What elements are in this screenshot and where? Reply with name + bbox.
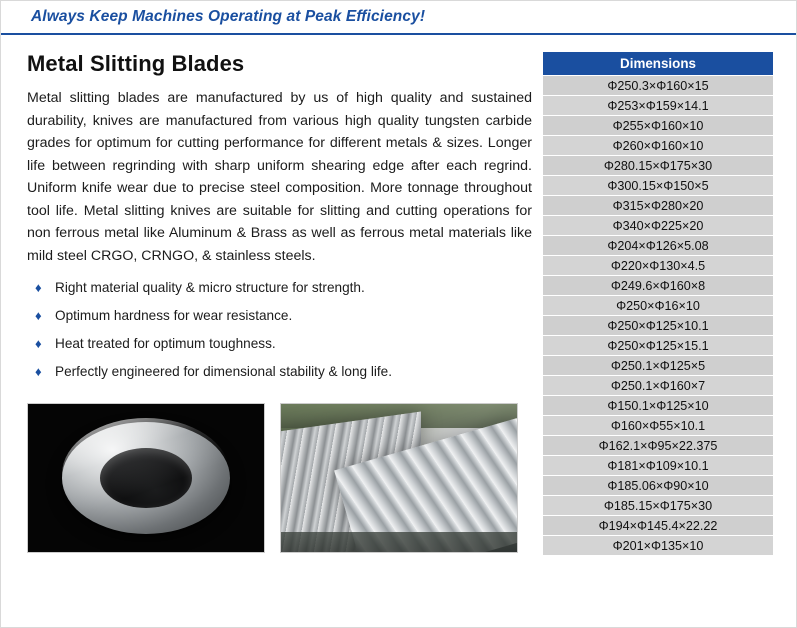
dimensions-table-body <box>543 76 774 556</box>
dimension-cell: Φ340×Φ225×20 <box>543 216 774 236</box>
dimension-cell: Φ185.06×Φ90×10 <box>543 476 774 496</box>
list-item <box>27 363 532 391</box>
feature-list <box>27 279 532 391</box>
table-row <box>543 496 774 516</box>
dimension-cell: Φ150.1×Φ125×10 <box>543 396 774 416</box>
diamond-bullet-icon: ♦ <box>35 280 42 295</box>
list-item-label: Perfectly engineered for dimensional stability & long life. <box>55 364 393 379</box>
dimension-cell: Φ315×Φ280×20 <box>543 196 774 216</box>
table-row <box>543 276 774 296</box>
list-item-label: Right material quality & micro structure for strength. <box>55 280 365 295</box>
table-row <box>543 396 774 416</box>
dimension-cell: Φ249.6×Φ160×8 <box>543 276 774 296</box>
column-header-dimensions: Dimensions <box>543 52 774 76</box>
dimension-cell: Φ194×Φ145.4×22.22 <box>543 516 774 536</box>
table-row <box>543 356 774 376</box>
product-image-gallery <box>27 403 532 553</box>
machine-base-frame <box>281 532 517 552</box>
table-row <box>543 336 774 356</box>
right-column <box>532 45 778 556</box>
list-item <box>27 279 532 307</box>
dimensions-table <box>542 51 774 556</box>
dimension-cell: Φ280.15×Φ175×30 <box>543 156 774 176</box>
dimension-cell: Φ260×Φ160×10 <box>543 136 774 156</box>
slitting-blade-ring-photo <box>27 403 265 553</box>
dimension-cell: Φ300.15×Φ150×5 <box>543 176 774 196</box>
table-row <box>543 96 774 116</box>
header-banner <box>1 1 796 35</box>
product-description: Metal slitting blades are manufactured by us of high quality and sustained durability, knives are manufactured from various high quality tungsten carbide grades for optimum for cutting performance for different metals & sizes. Longer life between regrinding with sharp uniform shearing edge after each regrind. Uniform knife wear due to precise steel composition. More tonnage throughout tool life. Metal slitting knives are suitable for slitting and cutting operations for non ferrous metal like Aluminum & Brass as well as ferrous metal materials like mild steel CRGO, CRNGO, & stainless steels. <box>27 90 532 264</box>
table-row <box>543 476 774 496</box>
dimension-cell: Φ250×Φ125×10.1 <box>543 316 774 336</box>
diamond-bullet-icon: ♦ <box>35 364 42 379</box>
table-row <box>543 516 774 536</box>
table-row <box>543 156 774 176</box>
dimension-cell: Φ250.1×Φ125×5 <box>543 356 774 376</box>
dimension-cell: Φ201×Φ135×10 <box>543 536 774 556</box>
dimension-cell: Φ250.3×Φ160×15 <box>543 76 774 96</box>
list-item-label: Heat treated for optimum toughness. <box>55 336 276 351</box>
left-column <box>27 45 532 556</box>
table-row <box>543 376 774 396</box>
dimension-cell: Φ253×Φ159×14.1 <box>543 96 774 116</box>
list-item <box>27 335 532 363</box>
dimension-cell: Φ204×Φ126×5.08 <box>543 236 774 256</box>
table-row <box>543 216 774 236</box>
dimension-cell: Φ250×Φ125×15.1 <box>543 336 774 356</box>
dimension-cell: Φ181×Φ109×10.1 <box>543 456 774 476</box>
table-row <box>543 236 774 256</box>
table-row <box>543 256 774 276</box>
dimension-cell: Φ255×Φ160×10 <box>543 116 774 136</box>
table-row <box>543 416 774 436</box>
table-row <box>543 176 774 196</box>
slitting-machine-coil-photo <box>280 403 518 553</box>
page-title: Metal Slitting Blades <box>27 51 245 76</box>
table-row <box>543 536 774 556</box>
table-row <box>543 456 774 476</box>
table-row <box>543 316 774 336</box>
page-content <box>1 35 796 556</box>
dimension-cell: Φ185.15×Φ175×30 <box>543 496 774 516</box>
list-item <box>27 307 532 335</box>
dimension-cell: Φ250.1×Φ160×7 <box>543 376 774 396</box>
dimension-cell: Φ220×Φ130×4.5 <box>543 256 774 276</box>
dimension-cell: Φ160×Φ55×10.1 <box>543 416 774 436</box>
dimension-cell: Φ162.1×Φ95×22.375 <box>543 436 774 456</box>
table-header-row <box>543 52 774 76</box>
dimension-cell: Φ250×Φ16×10 <box>543 296 774 316</box>
diamond-bullet-icon: ♦ <box>35 308 42 323</box>
table-row <box>543 436 774 456</box>
list-item-label: Optimum hardness for wear resistance. <box>55 308 293 323</box>
table-row <box>543 116 774 136</box>
diamond-bullet-icon: ♦ <box>35 336 42 351</box>
table-row <box>543 296 774 316</box>
table-row <box>543 76 774 96</box>
blade-bore-shape <box>100 448 192 508</box>
table-row <box>543 196 774 216</box>
table-row <box>543 136 774 156</box>
banner-tagline: Always Keep Machines Operating at Peak Efficiency! <box>31 8 426 25</box>
